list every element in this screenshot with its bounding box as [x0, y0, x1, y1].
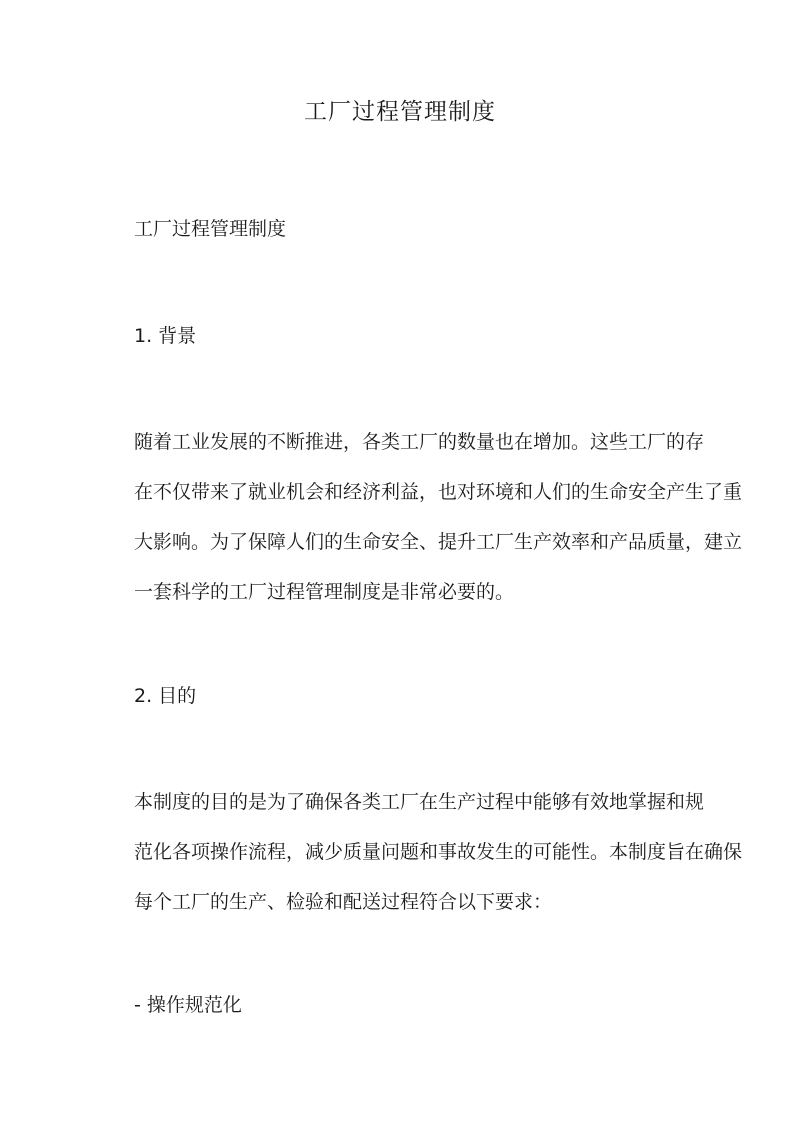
- document-title: 工厂过程管理制度: [304, 99, 496, 125]
- paragraph-line: 一套科学的工厂过程管理制度是非常必要的。: [134, 581, 515, 603]
- paragraph-line: 本制度的目的是为了确保各类工厂在生产过程中能够有效地掌握和规: [134, 791, 705, 813]
- paragraph-background: [134, 417, 743, 617]
- paragraph-line: 大影响。为了保障人们的生命安全、提升工厂生产效率和产品质量，建立: [134, 531, 743, 553]
- paragraph-purpose: [134, 777, 743, 927]
- paragraph-line: 范化各项操作流程，减少质量问题和事故发生的可能性。本制度旨在确保: [134, 841, 743, 863]
- section-heading-purpose: 2. 目的: [134, 685, 197, 707]
- paragraph-line: 每个工厂的生产、检验和配送过程符合以下要求：: [134, 891, 553, 913]
- paragraph-line: 在不仅带来了就业机会和经济利益，也对环境和人们的生命安全产生了重: [134, 481, 743, 503]
- paragraph-line: 随着工业发展的不断推进，各类工厂的数量也在增加。这些工厂的存: [134, 431, 705, 453]
- list-item: - 操作规范化: [134, 994, 242, 1016]
- document-subtitle: 工厂过程管理制度: [134, 218, 287, 240]
- section-heading-background: 1. 背景: [134, 325, 197, 347]
